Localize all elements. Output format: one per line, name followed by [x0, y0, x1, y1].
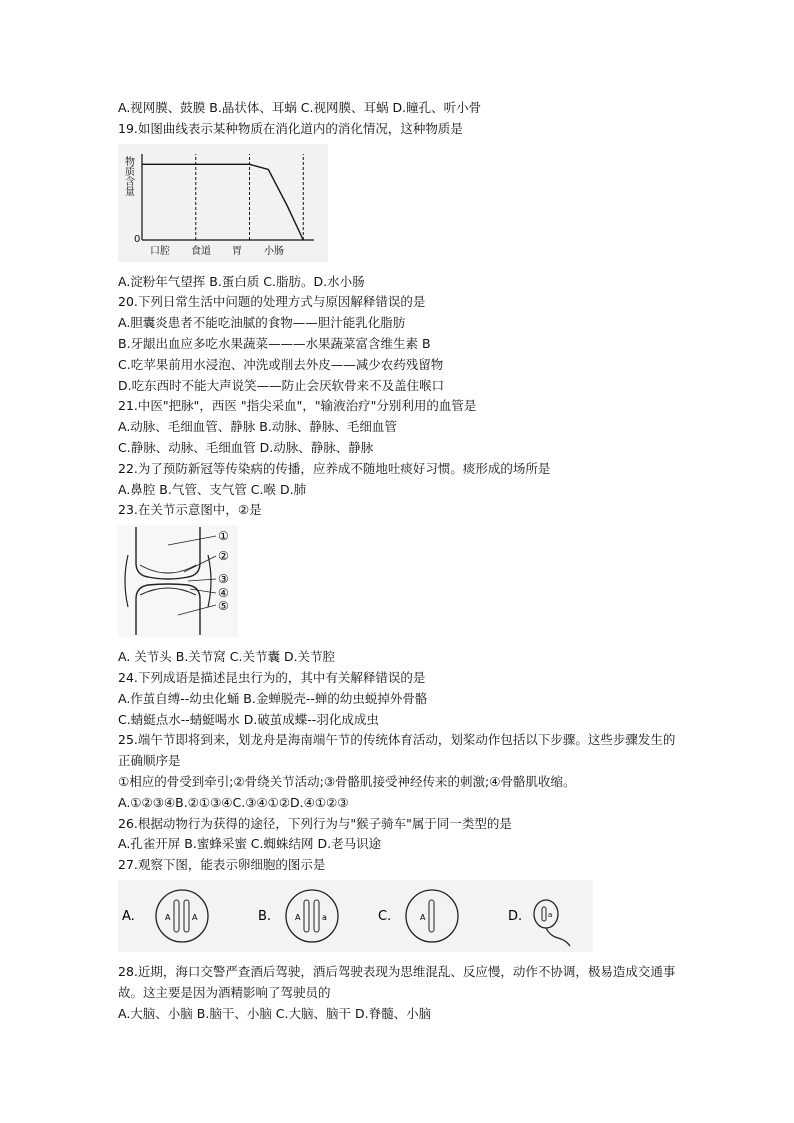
- cell-a-allele-left: A: [165, 912, 171, 922]
- cell-option-c-label: C.: [378, 908, 392, 924]
- chart-background: [118, 144, 328, 262]
- chart-region-label-mouth: 口腔: [150, 245, 170, 257]
- exam-page: [118, 98, 678, 1024]
- q23-options: A. 关节头 B.关节窝 C.关节囊 D.关节腔: [118, 649, 336, 665]
- chart-ylabel: 物质含量: [122, 155, 134, 196]
- q24-options-ab: A.作茧自缚--幼虫化蛹 B.金蝉脱壳--蝉的幼虫蜕掉外骨骼: [118, 690, 428, 706]
- cell-option-d-label: D.: [508, 908, 523, 924]
- cell-option-b-label: B.: [258, 908, 272, 924]
- q26-stem: 26.根据动物行为获得的途径，下列行为与"猴子骑车"属于同一类型的是: [118, 815, 512, 831]
- cell-option-a-label: A.: [122, 908, 135, 924]
- q25-options: A.①②③④B.②①③④C.③④①②D.④①②③: [118, 794, 349, 810]
- q27-stem: 27.观察下图，能表示卵细胞的图示是: [118, 857, 326, 873]
- q20-stem: 20.下列日常生活中问题的处理方式与原因解释错误的是: [118, 294, 426, 310]
- q18-options: A.视网膜、鼓膜 B.晶状体、耳蜗 C.视网膜、耳蜗 D.瞳孔、听小骨: [118, 100, 482, 115]
- q24-options-cd: C.蜻蜓点水--蜻蜓喝水 D.破茧成蝶--羽化成成虫: [118, 711, 379, 727]
- chart-region-label-stomach: 胃: [232, 245, 242, 257]
- cells-diagram: [118, 880, 593, 952]
- q23-stem: 23.在关节示意图中，②是: [118, 502, 262, 518]
- cell-d-allele: a: [548, 910, 553, 919]
- q27-figure: [118, 880, 678, 956]
- q26-options: A.孔雀开屏 B.蜜蜂采蜜 C.蜘蛛结网 D.老马识途: [118, 836, 382, 852]
- joint-diagram: [118, 525, 238, 637]
- q25-steps: ①相应的骨受到牵引;②骨绕关节活动;③骨骼肌接受神经传来的刺激;④骨骼肌收缩。: [118, 773, 576, 789]
- q28-stem: 28.近期，海口交警严查酒后驾驶，酒后驾驶表现为思维混乱、反应慢，动作不协调，极易造成交通事故。这主要是因为酒精影响了驾驶员的: [118, 963, 676, 1000]
- q21-stem: 21.中医"把脉"，西医 "指尖采血"，"输液治疗"分别利用的血管是: [118, 398, 477, 414]
- chart-region-label-small-intestine: 小肠: [264, 245, 284, 257]
- q20-option-c: C.吃苹果前用水浸泡、冲洗或削去外皮——减少农药残留物: [118, 356, 444, 372]
- joint-label-5: ⑤: [218, 599, 229, 614]
- q20-option-d: D.吃东西时不能大声说笑——防止会厌软骨来不及盖住喉口: [118, 377, 445, 393]
- q22-options: A.鼻腔 B.气管、支气管 C.喉 D.肺: [118, 481, 307, 497]
- chart-zero-label: 0: [134, 233, 141, 245]
- q28-options: A.大脑、小脑 B.脑干、小脑 C.大脑、脑干 D.脊髓、小脑: [118, 1005, 432, 1021]
- q25-stem: 25.端午节即将到来，划龙舟是海南端午节的传统体育活动，划桨动作包括以下步骤。这些步骤发生的正确顺序是: [118, 732, 676, 769]
- q22-stem: 22.为了预防新冠等传染病的传播，应养成不随地吐痰好习惯。痰形成的场所是: [118, 460, 551, 476]
- joint-label-3: ③: [218, 572, 229, 587]
- digestion-chart: [118, 144, 328, 262]
- q21-options-cd: C.静脉、动脉、毛细血管 D.动脉、静脉、静脉: [118, 439, 374, 455]
- joint-label-1: ①: [218, 529, 229, 544]
- q20-option-a: A.胆囊炎患者不能吃油腻的食物——胆汁能乳化脂肪: [118, 315, 406, 331]
- joint-label-2: ②: [218, 549, 229, 564]
- q19-stem: 19.如图曲线表示某种物质在消化道内的消化情况，这种物质是: [118, 120, 463, 136]
- cell-c-allele: A: [420, 912, 426, 922]
- cell-a-allele-right: A: [192, 912, 198, 922]
- q23-figure: [118, 525, 678, 641]
- q21-options-ab: A.动脉、毛细血管、静脉 B.动脉、静脉、毛细血管: [118, 419, 397, 435]
- cell-b-allele-right: a: [322, 912, 327, 922]
- q24-stem: 24.下列成语是描述昆虫行为的，其中有关解释错误的是: [118, 669, 426, 685]
- q19-options: A.淀粉年气望挥 B.蛋白质 C.脂肪。D.水小肠: [118, 273, 365, 289]
- joint-label-4: ④: [218, 586, 229, 601]
- q20-option-b: B.牙龈出血应多吃水果蔬菜———水果蔬菜富含维生素 B: [118, 335, 431, 351]
- cell-b-allele-left: A: [295, 912, 301, 922]
- chart-region-label-esophagus: 食道: [191, 245, 211, 257]
- q19-figure: [118, 144, 678, 266]
